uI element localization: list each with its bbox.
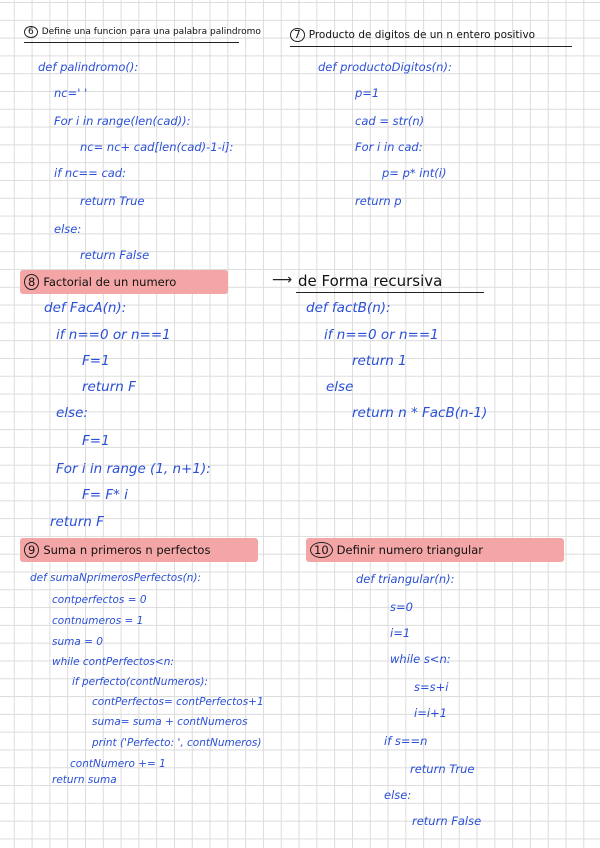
code-line: F= F* i <box>82 487 128 503</box>
code-line: def productoDigitos(n): <box>318 60 452 74</box>
code-line: while s<n: <box>390 652 451 666</box>
exercise-7-title: Producto de digitos de un n entero positivo <box>308 29 536 41</box>
code-line: i=1 <box>390 626 411 640</box>
code-line: if nc== cad: <box>54 166 126 180</box>
exercise-6-underline <box>24 42 239 43</box>
code-line: return False <box>80 248 150 262</box>
code-line: def FacA(n): <box>44 300 127 316</box>
code-line: return 1 <box>352 353 407 369</box>
exercise-7-underline <box>290 46 572 47</box>
code-line: nc= nc+ cad[len(cad)-1-i]: <box>80 140 234 154</box>
code-line: def sumaNprimerosPerfectos(n): <box>30 572 202 584</box>
code-line: F=1 <box>82 433 110 449</box>
code-line: print ('Perfecto: ', contNumeros) <box>92 737 262 749</box>
code-line: p=1 <box>355 86 380 100</box>
code-line: For i in range (1, n+1): <box>56 461 211 477</box>
code-line: nc=' ' <box>54 86 88 100</box>
code-line: return True <box>80 194 145 208</box>
code-line: F=1 <box>82 353 110 369</box>
exercise-6-number: 6 <box>24 26 38 38</box>
code-line: s=0 <box>390 600 413 614</box>
recursive-title: de Forma recursiva <box>298 272 443 290</box>
code-line: else: <box>384 788 412 802</box>
code-line: else: <box>54 222 82 236</box>
code-line: For i in range(len(cad)): <box>54 114 191 128</box>
code-line: For i in cad: <box>355 140 423 154</box>
code-line: def triangular(n): <box>356 572 455 586</box>
code-line: else: <box>56 405 88 421</box>
code-line: contnumeros = 1 <box>52 615 144 627</box>
code-line: while contPerfectos<n: <box>52 656 174 668</box>
exercise-10-title: Definir numero triangular <box>336 543 484 557</box>
recursive-underline <box>296 292 484 293</box>
arrow-right-icon: ⟶ <box>272 272 293 288</box>
exercise-10-number: 10 <box>310 542 333 558</box>
code-line: def factB(n): <box>306 300 391 316</box>
code-line: return p <box>355 194 402 208</box>
code-line: if s==n <box>384 734 428 748</box>
code-line: if perfecto(contNumeros): <box>72 676 208 688</box>
code-line: contNumero += 1 <box>70 758 166 770</box>
code-line: return n * FacB(n-1) <box>352 405 488 421</box>
exercise-8-title: Factorial de un numero <box>43 275 177 289</box>
exercise-10-heading <box>310 542 483 558</box>
code-line: return False <box>412 814 482 828</box>
code-line: if n==0 or n==1 <box>56 327 171 343</box>
code-line: def palindromo(): <box>38 60 139 74</box>
code-line: return F <box>50 514 104 530</box>
exercise-8-heading <box>24 274 176 290</box>
code-line: i=i+1 <box>414 706 447 720</box>
exercise-6-heading <box>24 26 261 38</box>
code-line: suma= suma + contNumeros <box>92 716 248 728</box>
code-line: p= p* int(i) <box>382 166 447 180</box>
code-line: return suma <box>52 774 117 786</box>
code-line: if n==0 or n==1 <box>324 327 439 343</box>
exercise-9-title: Suma n primeros n perfectos <box>43 543 211 557</box>
code-line: cad = str(n) <box>355 114 425 128</box>
exercise-9-number: 9 <box>24 542 39 558</box>
exercise-9-heading <box>24 542 210 558</box>
code-line: return F <box>82 379 136 395</box>
exercise-7-heading <box>290 28 535 42</box>
code-line: else <box>326 379 354 395</box>
code-line: s=s+i <box>414 680 449 694</box>
code-line: contPerfectos= contPerfectos+1 <box>92 696 264 708</box>
exercise-8-number: 8 <box>24 274 39 290</box>
code-line: contperfectos = 0 <box>52 594 147 606</box>
exercise-6-title: Define una funcion para una palabra palindromo <box>41 27 261 37</box>
code-line: return True <box>410 762 475 776</box>
code-line: suma = 0 <box>52 636 103 648</box>
exercise-7-number: 7 <box>290 28 305 42</box>
